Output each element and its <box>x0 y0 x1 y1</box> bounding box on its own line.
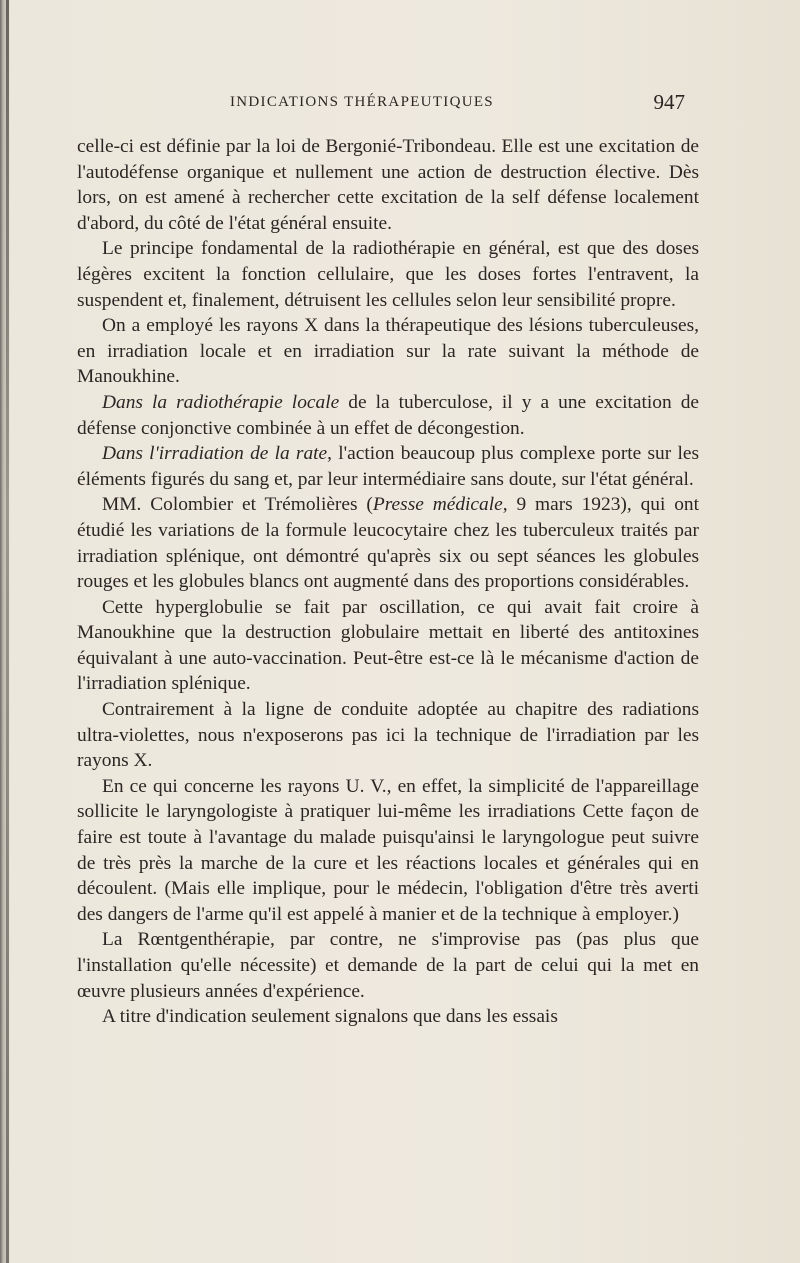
running-head: INDICATIONS THÉRAPEUTIQUES <box>230 94 494 110</box>
paragraph <box>77 236 699 313</box>
paragraph <box>77 927 699 1004</box>
paragraph <box>77 313 699 390</box>
italic-text: Dans la radiothérapie locale <box>102 391 340 413</box>
text-run: A titre d'indication seulement signalons que dans les essais <box>102 1006 558 1028</box>
paragraph <box>77 134 699 236</box>
text-run: , 9 mars 1923), qui ont étudié les variations de la formule leucocytaire chez les tuberculeux traités par irradiation splénique, ont démontré qu'après six ou sept séances les globules rouges et les globules blancs ont augmenté dans des proportions considérables. <box>77 494 699 593</box>
text-run: celle-ci est définie par la loi de Bergonié-Tribondeau. Elle est une excitation de l'autodéfense organique et nullement une action de destruction élective. Dès lors, on est amené à rechercher cette excitation de la self défense localement d'abord, du côté de l'état général ensuite. <box>77 136 699 234</box>
paragraph <box>77 492 699 594</box>
text-run: La Rœntgenthérapie, par contre, ne s'improvise pas (pas plus que l'installation qu'elle nécessite) et demande de la part de celui qui la met en œuvre plusieurs années d'expérience. <box>77 929 699 1002</box>
page-header <box>75 90 685 116</box>
paragraph <box>77 441 699 492</box>
paragraph <box>77 595 699 697</box>
text-run: Cette hyperglobulie se fait par oscillation, ce qui avait fait croire à Manoukhine que la destruction globulaire mettait en liberté des antitoxines équivalant à une auto-vaccination. Peut-être est-ce là le mécanisme d'action de l'irradiation splénique. <box>77 596 699 695</box>
text-run: , l'action beaucoup plus complexe porte sur les éléments figurés du sang et, par leur intermédiaire sans doute, sur l'état général. <box>77 443 699 490</box>
page-number: 947 <box>653 90 685 114</box>
text-run: Contrairement à la ligne de conduite adoptée au chapitre des radiations ultra-violettes, nous n'exposerons pas ici la technique de l'irradiation par les rayons X. <box>77 699 699 772</box>
paragraph <box>77 390 699 441</box>
text-run: Le principe fondamental de la radiothérapie en général, est que des doses légères excitent la fonction cellulaire, que les doses fortes l'entravent, la suspendent et, finalement, détruisent les cellules selon leur sensibilité propre. <box>77 238 699 311</box>
binding-edge <box>6 0 9 1263</box>
paragraph <box>77 1004 699 1030</box>
italic-text: Dans l'irradiation de la rate <box>102 443 328 465</box>
italic-text: Presse médicale <box>372 494 503 516</box>
body-text <box>77 134 699 1030</box>
text-run: de la tuberculose, il y a une excitation de défense conjonctive combinée à un effet de décongestion. <box>77 391 700 439</box>
paragraph <box>77 697 699 774</box>
paragraph <box>77 774 699 928</box>
text-run: En ce qui concerne les rayons U. V., en effet, la simplicité de l'appareillage sollicite le laryngologiste à pratiquer lui-même les irradiations Cette façon de faire est toute à l'avantage du malade puisqu'ainsi le laryngologue peut suivre de très près la marche de la cure et les réactions locales et générales qui en découlent. (Mais elle implique, pour le médecin, l'obligation d'être très averti des dangers de l'arme qu'il est appelé à manier et de la technique à employer.) <box>77 775 699 925</box>
text-run: MM. Colombier et Trémolières ( <box>102 494 373 516</box>
text-run: On a employé les rayons X dans la thérapeutique des lésions tuberculeuses, en irradiation locale et en irradiation sur la rate suivant la méthode de Manoukhine. <box>77 315 699 388</box>
